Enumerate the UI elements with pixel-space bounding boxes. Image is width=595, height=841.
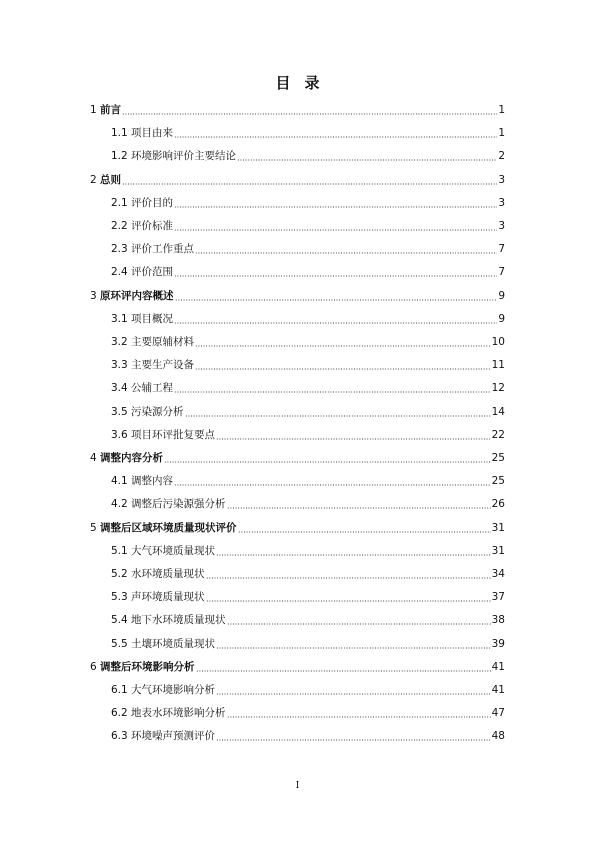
toc-dot-leader — [216, 683, 491, 697]
toc-entry-text: 公辅工程 — [131, 382, 174, 395]
toc-entry-chapter[interactable] — [90, 521, 505, 535]
toc-entry-page-number: 41 — [491, 684, 505, 696]
toc-entry-number: 5.2 — [111, 568, 128, 580]
toc-entry-section[interactable] — [111, 242, 505, 256]
toc-dot-leader — [195, 358, 491, 372]
toc-entry-number: 4.2 — [111, 498, 128, 511]
toc-entry-number: 5.3 — [111, 591, 128, 604]
toc-entry-label — [111, 265, 173, 279]
toc-entry-page-number: 1 — [498, 104, 505, 116]
toc-entry-page-number: 31 — [491, 544, 505, 557]
toc-dot-leader — [174, 474, 491, 488]
toc-entry-chapter[interactable] — [90, 103, 505, 117]
toc-entry-text: 评价目的 — [131, 196, 174, 209]
toc-entry-label — [111, 706, 226, 720]
toc-entry-number: 1.2 — [111, 150, 128, 163]
toc-entry-label — [111, 474, 173, 488]
toc-entry-number: 3.3 — [111, 359, 128, 372]
toc-dot-leader — [227, 497, 491, 511]
toc-entry-section[interactable] — [111, 149, 505, 163]
toc-dot-leader — [122, 173, 497, 187]
toc-entry-page-number: 7 — [498, 243, 505, 256]
toc-entry-label — [90, 521, 237, 535]
toc-entry-label — [111, 219, 173, 233]
toc-entry-section[interactable] — [111, 637, 505, 651]
toc-entry-label — [90, 451, 163, 465]
toc-entry-number: 3.2 — [111, 336, 128, 348]
toc-dot-leader — [227, 706, 491, 720]
toc-dot-leader — [174, 265, 497, 279]
toc-dot-leader — [174, 196, 497, 210]
toc-entry-text: 土壤环境质量现状 — [131, 637, 216, 650]
toc-dot-leader — [238, 521, 491, 535]
toc-entry-section[interactable] — [111, 729, 505, 743]
toc-entry-number: 2.2 — [111, 220, 128, 232]
toc-entry-label — [111, 544, 215, 558]
toc-entry-number: 3.1 — [111, 312, 128, 325]
toc-entry-number: 2.4 — [111, 266, 128, 279]
toc-dot-leader — [216, 428, 491, 442]
toc-entry-page-number: 3 — [498, 173, 505, 186]
toc-dot-leader — [174, 126, 497, 140]
toc-dot-leader — [174, 219, 497, 233]
toc-title-part1: 目 — [275, 74, 291, 92]
toc-title-part2: 录 — [304, 74, 320, 92]
toc-entry-text: 大气环境影响分析 — [131, 684, 216, 696]
toc-entry-page-number: 14 — [491, 405, 505, 418]
toc-dot-leader — [216, 544, 491, 558]
toc-dot-leader — [206, 567, 491, 581]
toc-entry-label — [111, 381, 173, 395]
toc-entry-text: 大气环境质量现状 — [131, 544, 216, 557]
toc-entry-number: 6.3 — [111, 730, 128, 743]
toc-dot-leader — [175, 289, 498, 303]
toc-entry-text: 前言 — [100, 104, 122, 116]
toc-entry-label — [111, 335, 194, 349]
toc-entry-text: 调整内容 — [131, 475, 174, 488]
toc-dot-leader — [206, 590, 491, 604]
toc-entry-label — [90, 103, 121, 117]
toc-entry-section[interactable] — [111, 312, 505, 326]
toc-dot-leader — [227, 613, 491, 627]
toc-dot-leader — [237, 149, 497, 163]
toc-entry-text: 环境噪声预测评价 — [131, 730, 216, 743]
toc-entry-number: 4 — [90, 452, 97, 464]
toc-entry-page-number: 39 — [491, 637, 505, 650]
toc-entry-text: 环境影响评价主要结论 — [131, 150, 237, 163]
toc-dot-leader — [195, 242, 497, 256]
toc-entry-text: 调整后污染源强分析 — [131, 498, 226, 511]
toc-entry-label — [111, 358, 194, 372]
toc-entry-text: 总则 — [100, 173, 122, 186]
toc-entry-text: 调整后区域环境质量现状评价 — [100, 521, 237, 534]
toc-entry-section[interactable] — [111, 474, 505, 488]
toc-entry-text: 地下水环境质量现状 — [131, 614, 226, 627]
toc-entry-page-number: 48 — [491, 730, 505, 743]
toc-entry-page-number: 22 — [491, 428, 505, 441]
toc-dot-leader — [164, 451, 491, 465]
toc-entry-label — [111, 196, 173, 210]
toc-entry-label — [111, 590, 205, 604]
toc-dot-leader — [174, 312, 497, 326]
toc-dot-leader — [185, 405, 491, 419]
toc-entry-text: 地表水环境影响分析 — [131, 707, 226, 720]
toc-entry-number: 5.4 — [111, 614, 128, 627]
toc-entry-page-number: 34 — [491, 568, 505, 580]
toc-entry-number: 4.1 — [111, 475, 128, 488]
toc-entry-page-number: 7 — [498, 266, 505, 279]
toc-entry-number: 2.1 — [111, 196, 128, 209]
toc-entry-number: 5 — [90, 521, 97, 534]
toc-entry-number: 6 — [90, 660, 97, 673]
toc-entry-page-number: 3 — [498, 220, 505, 232]
toc-dot-leader — [122, 103, 497, 117]
toc-entry-chapter[interactable] — [90, 173, 505, 187]
toc-dot-leader — [196, 660, 491, 674]
toc-entry-page-number: 9 — [498, 289, 505, 302]
toc-entry-page-number: 41 — [491, 660, 505, 673]
toc-entry-number: 3.6 — [111, 428, 128, 441]
toc-entry-text: 声环境质量现状 — [131, 591, 205, 604]
toc-entry-section[interactable] — [111, 567, 505, 581]
toc-dot-leader — [195, 335, 491, 349]
toc-entry-number: 3.4 — [111, 382, 128, 395]
toc-entry-section[interactable] — [111, 613, 505, 627]
toc-entry-section[interactable] — [111, 544, 505, 558]
toc-dot-leader — [216, 729, 491, 743]
toc-entry-page-number: 25 — [491, 475, 505, 488]
toc-entry-text: 项目由来 — [131, 127, 174, 140]
toc-entry-text: 水环境质量现状 — [131, 568, 205, 580]
toc-entry-number: 2.3 — [111, 243, 128, 256]
toc-entry-page-number: 2 — [498, 150, 505, 163]
toc-entry-section[interactable] — [111, 497, 505, 511]
toc-entry-section[interactable] — [111, 196, 505, 210]
toc-entry-text: 原环评内容概述 — [100, 289, 174, 302]
toc-entry-text: 主要生产设备 — [131, 359, 195, 372]
toc-entry-text: 调整内容分析 — [100, 452, 164, 464]
toc-entry-label — [90, 173, 121, 187]
toc-entry-section[interactable] — [111, 706, 505, 720]
toc-entry-section[interactable] — [111, 126, 505, 140]
toc-entry-label — [111, 637, 215, 651]
toc-entry-page-number: 31 — [491, 521, 505, 534]
toc-entry-chapter[interactable] — [90, 289, 505, 303]
toc-entry-page-number: 26 — [491, 498, 505, 511]
toc-entry-number: 2 — [90, 173, 97, 186]
toc-entry-label — [111, 428, 215, 442]
toc-entry-label — [111, 613, 226, 627]
toc-entry-page-number: 11 — [491, 359, 505, 372]
toc-entry-text: 主要原辅材料 — [131, 336, 195, 348]
toc-entry-page-number: 38 — [491, 614, 505, 627]
toc-entry-label — [111, 405, 184, 419]
toc-entry-page-number: 12 — [491, 382, 505, 395]
toc-entry-chapter[interactable] — [90, 660, 505, 674]
toc-entry-label — [90, 289, 174, 303]
toc-entry-label — [111, 126, 173, 140]
toc-entry-chapter[interactable] — [90, 451, 505, 465]
toc-entry-section[interactable] — [111, 428, 505, 442]
toc-title — [0, 72, 595, 93]
toc-dot-leader — [174, 381, 491, 395]
toc-entry-section[interactable] — [111, 335, 505, 349]
toc-entry-label — [111, 312, 173, 326]
toc-entry-section[interactable] — [111, 590, 505, 604]
toc-entry-number: 3 — [90, 289, 97, 302]
toc-entry-page-number: 10 — [491, 336, 505, 348]
toc-entry-label — [111, 729, 215, 743]
toc-entry-number: 6.1 — [111, 684, 128, 696]
page-number-footer: I — [295, 781, 300, 791]
toc-entry-section[interactable] — [111, 358, 505, 372]
toc-entry-section[interactable] — [111, 265, 505, 279]
toc-entry-label — [111, 683, 215, 697]
toc-entry-text: 评价范围 — [131, 266, 174, 279]
toc-entry-text: 评价标准 — [131, 220, 174, 232]
toc-entry-text: 调整后环境影响分析 — [100, 660, 195, 673]
toc-entry-page-number: 37 — [491, 591, 505, 604]
toc-entry-number: 6.2 — [111, 707, 128, 720]
toc-entry-text: 项目环评批复要点 — [131, 428, 216, 441]
toc-entry-section[interactable] — [111, 683, 505, 697]
toc-entry-text: 污染源分析 — [131, 405, 184, 418]
toc-entry-label — [111, 567, 205, 581]
toc-entry-number: 1.1 — [111, 127, 128, 140]
toc-entry-number: 5.5 — [111, 637, 128, 650]
toc-entry-number: 1 — [90, 104, 97, 116]
toc-entry-label — [90, 660, 195, 674]
toc-entry-number: 5.1 — [111, 544, 128, 557]
toc-entry-text: 项目概况 — [131, 312, 174, 325]
toc-entry-number: 3.5 — [111, 405, 128, 418]
toc-entry-page-number: 9 — [498, 312, 505, 325]
toc-entry-page-number: 25 — [491, 452, 505, 464]
toc-entry-label — [111, 149, 236, 163]
toc-entry-section[interactable] — [111, 381, 505, 395]
toc-entry-page-number: 1 — [498, 127, 505, 140]
toc-entry-page-number: 3 — [498, 196, 505, 209]
toc-entry-section[interactable] — [111, 405, 505, 419]
toc-entry-label — [111, 242, 194, 256]
toc-entry-text: 评价工作重点 — [131, 243, 195, 256]
toc-entry-label — [111, 497, 226, 511]
toc-dot-leader — [216, 637, 491, 651]
toc-entry-page-number: 47 — [491, 707, 505, 720]
toc-entry-section[interactable] — [111, 219, 505, 233]
